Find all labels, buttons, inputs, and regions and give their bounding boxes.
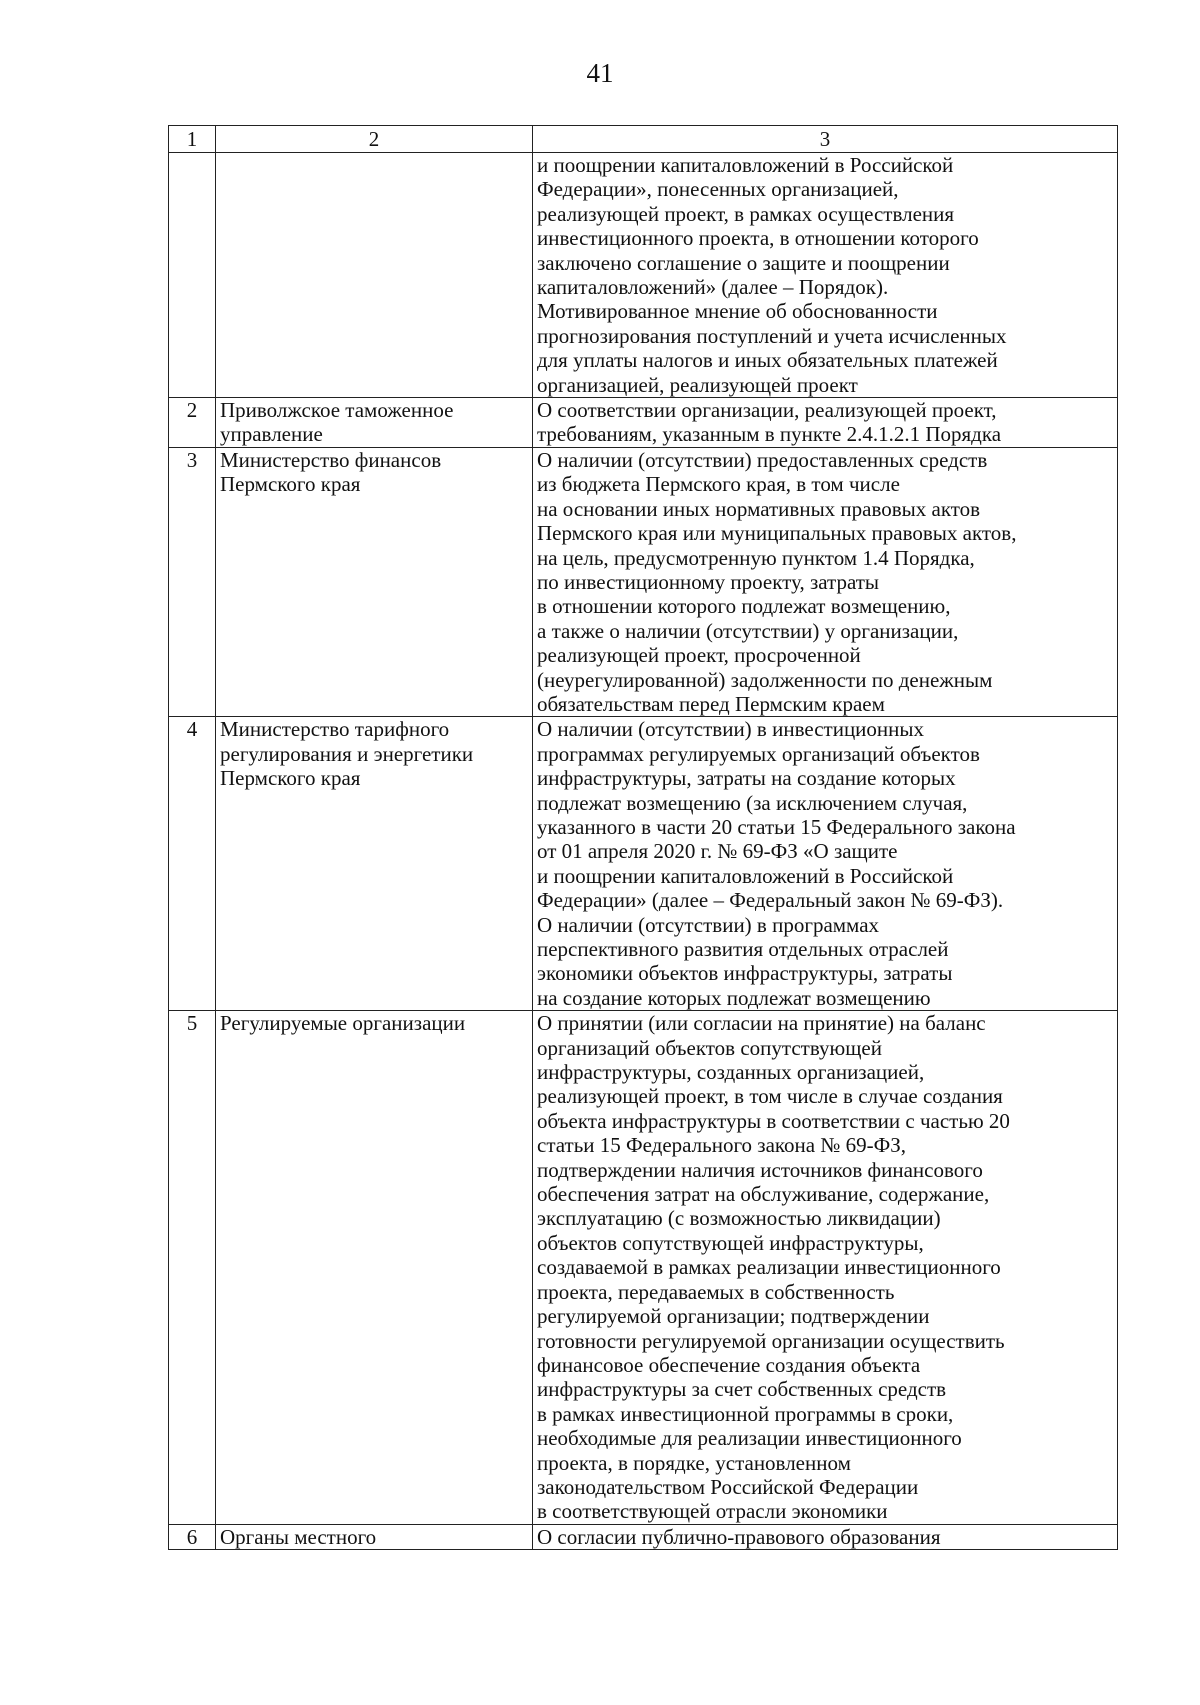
approval-table	[168, 125, 1118, 1550]
row-body-name: Министерство финансов Пермского края	[216, 447, 533, 716]
table-row	[169, 717, 1118, 1011]
row-number: 4	[169, 717, 216, 1011]
row-content: О принятии (или согласии на принятие) на баланс организаций объектов сопутствующей инфраструктуры, созданных организацией, реализующей проект, в том числе в случае создания объекта инфраструктуры в соответствии с частью 20 статьи 15 Федерального закона № 69-ФЗ, подтверждении наличия источников финансового обеспечения затрат на обслуживание, содержание, эксплуатацию (с возможностью ликвидации) объектов сопутствующей инфраструктуры, создаваемой в рамках реализации инвестиционного проекта, передаваемых в собственность регулируемой организации; подтверждении готовности регулируемой организации осуществить финансовое обеспечение создания объекта инфраструктуры за счет собственных средств в рамках инвестиционной программы в сроки, необходимые для реализации инвестиционного проекта, в порядке, установленном законодательством Российской Федерации в соответствующей отрасли экономики	[533, 1011, 1118, 1525]
row-content: и поощрении капиталовложений в Российской Федерации», понесенных организацией, реализующей проект, в рамках осуществления инвестиционного проекта, в отношении которого заключено соглашение о защите и поощрении капиталовложений» (далее – Порядок). Мотивированное мнение об обоснованности прогнозирования поступлений и учета исчисленных для уплаты налогов и иных обязательных платежей организацией, реализующей проект	[533, 153, 1118, 398]
row-number: 2	[169, 398, 216, 448]
row-number: 6	[169, 1524, 216, 1549]
row-number: 5	[169, 1011, 216, 1525]
table-row	[169, 1011, 1118, 1525]
row-content: О наличии (отсутствии) в инвестиционных программах регулируемых организаций объектов инфраструктуры, затраты на создание которых подлежат возмещению (за исключением случая, указанного в части 20 статьи 15 Федерального закона от 01 апреля 2020 г. № 69-ФЗ «О защите и поощрении капиталовложений в Российской Федерации» (далее – Федеральный закон № 69-ФЗ). О наличии (отсутствии) в программах перспективного развития отдельных отраслей экономики объектов инфраструктуры, затраты на создание которых подлежат возмещению	[533, 717, 1118, 1011]
column-header-2: 2	[216, 126, 533, 153]
row-body-name: Регулируемые организации	[216, 1011, 533, 1525]
row-body-name: Приволжское таможенное управление	[216, 398, 533, 448]
table-row	[169, 447, 1118, 716]
row-content: О согласии публично-правового образования	[533, 1524, 1118, 1549]
table-header-row	[169, 126, 1118, 153]
column-header-1: 1	[169, 126, 216, 153]
row-content: О соответствии организации, реализующей проект, требованиям, указанным в пункте 2.4.1.2.1 Порядка	[533, 398, 1118, 448]
row-body-name	[216, 153, 533, 398]
table-row	[169, 398, 1118, 448]
table-row	[169, 1524, 1118, 1549]
page-number: 41	[586, 58, 614, 88]
row-content: О наличии (отсутствии) предоставленных средств из бюджета Пермского края, в том числе на основании иных нормативных правовых актов Пермского края или муниципальных правовых актов, на цель, предусмотренную пунктом 1.4 Порядка, по инвестиционному проекту, затраты в отношении которого подлежат возмещению, а также о наличии (отсутствии) у организации, реализующей проект, просроченной (неурегулированной) задолженности по денежным обязательствам перед Пермским краем	[533, 447, 1118, 716]
row-number	[169, 153, 216, 398]
table-row	[169, 153, 1118, 398]
row-body-name: Органы местного	[216, 1524, 533, 1549]
row-body-name: Министерство тарифного регулирования и энергетики Пермского края	[216, 717, 533, 1011]
column-header-3: 3	[533, 126, 1118, 153]
row-number: 3	[169, 447, 216, 716]
